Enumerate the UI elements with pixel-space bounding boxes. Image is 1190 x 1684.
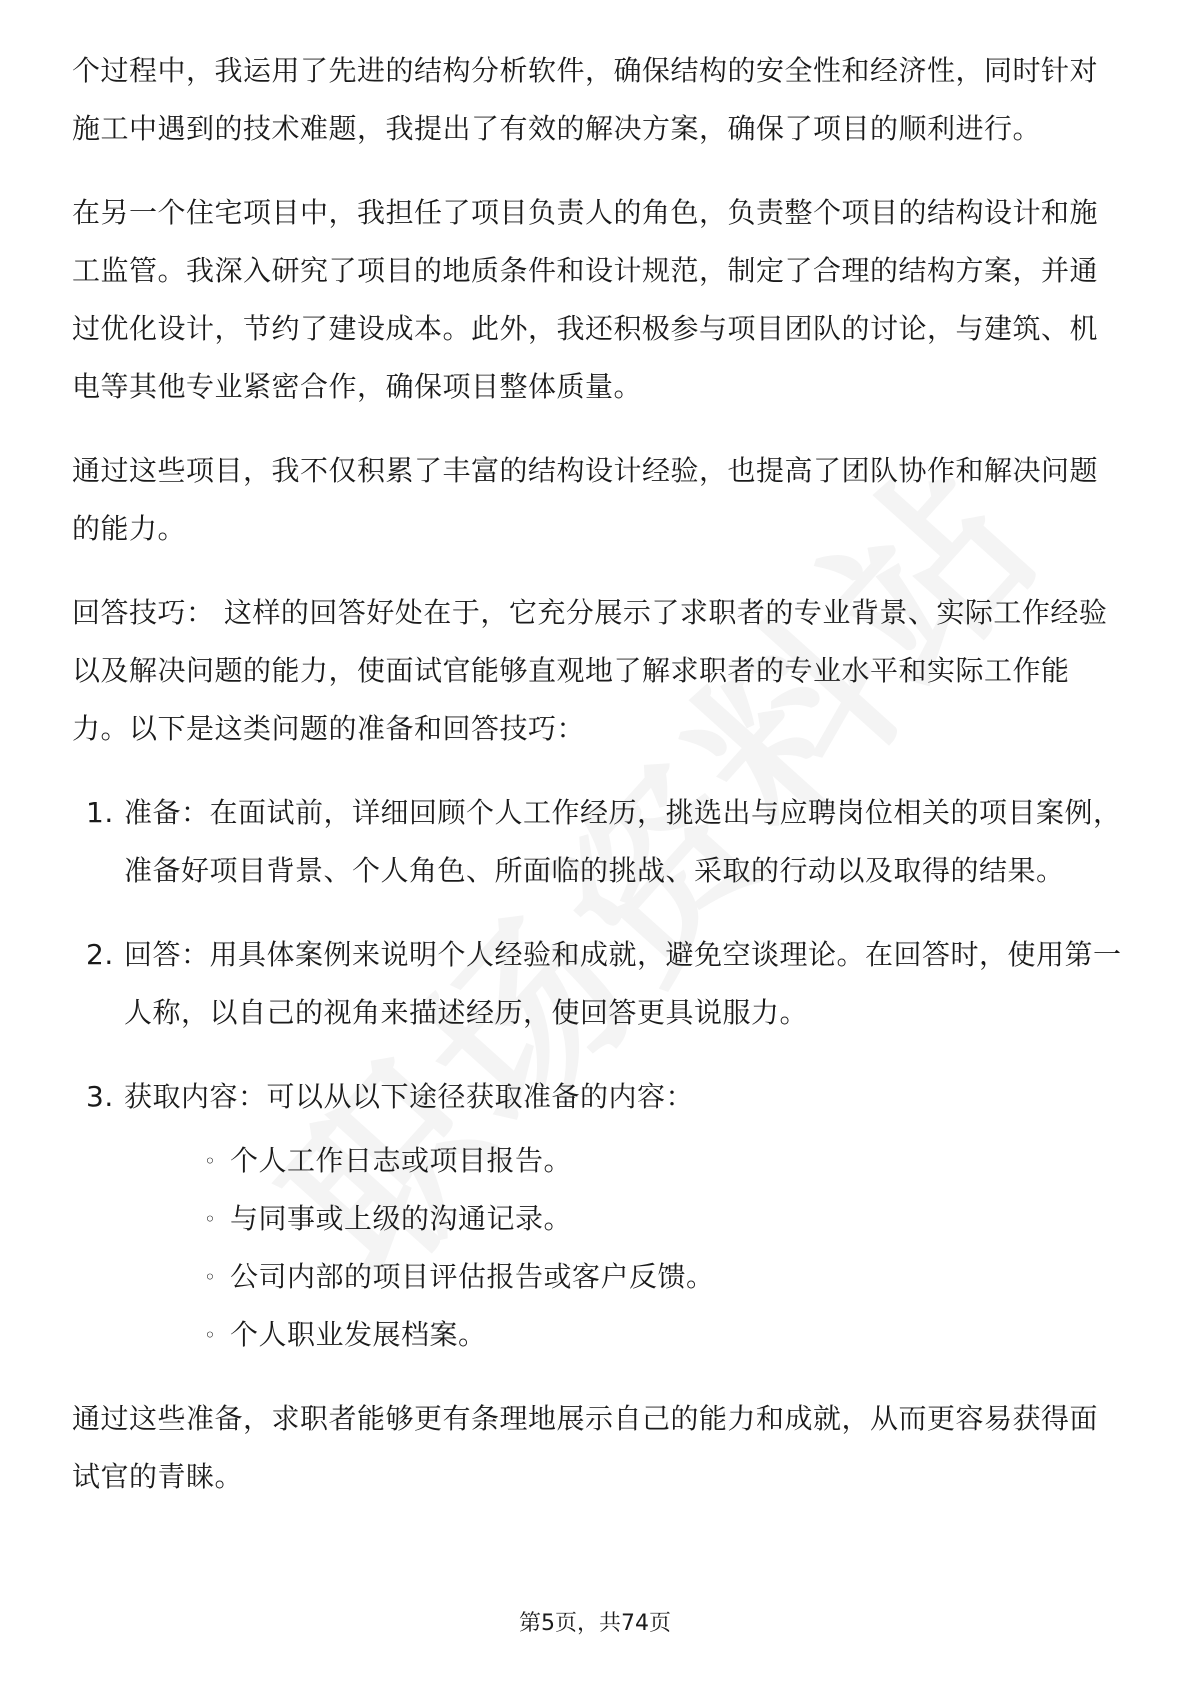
paragraph-experience-summary: 通过这些项目，我不仅积累了丰富的结构设计经验，也提高了团队协作和解决问题的能力。 <box>72 454 1099 545</box>
bullet-item-text: 个人职业发展档案。 <box>230 1318 487 1351</box>
list-item-get-content <box>72 1068 1124 1364</box>
list-item-text: 准备：在面试前，详细回顾个人工作经历，挑选出与应聘岗位相关的项目案例，准备好项目背景、个人角色、所面临的挑战、采取的行动以及取得的结果。 <box>124 796 1122 887</box>
bullet-item-text: 公司内部的项目评估报告或客户反馈。 <box>230 1260 715 1293</box>
bullet-item-text: 与同事或上级的沟通记录。 <box>230 1202 573 1235</box>
page-content <box>72 42 1124 1532</box>
list-item-text: 获取内容：可以从以下途径获取准备的内容： <box>124 1080 695 1113</box>
bullet-circle-icon: ◦ <box>204 1323 217 1347</box>
bullet-list <box>124 1132 1124 1364</box>
bullet-circle-icon: ◦ <box>204 1149 217 1173</box>
bullet-item <box>124 1190 1124 1248</box>
page-number-footer: 第5页，共74页 <box>519 1611 671 1636</box>
list-item-text: 回答：用具体案例来说明个人经验和成就，避免空谈理论。在回答时，使用第一人称，以自己的视角来描述经历，使回答更具说服力。 <box>124 938 1122 1029</box>
paragraph-process: 个过程中，我运用了先进的结构分析软件，确保结构的安全性和经济性，同时针对施工中遇到的技术难题，我提出了有效的解决方案，确保了项目的顺利进行。 <box>72 54 1099 145</box>
bullet-item <box>124 1248 1124 1306</box>
list-item-prepare <box>72 784 1124 900</box>
list-number: 3. <box>86 1080 114 1113</box>
list-number: 2. <box>86 938 114 971</box>
paragraph-residential-project: 在另一个住宅项目中，我担任了项目负责人的角色，负责整个项目的结构设计和施工监管。我深入研究了项目的地质条件和设计规范，制定了合理的结构方案，并通过优化设计，节约了建设成本。此外，我还积极参与项目团队的讨论，与建筑、机电等其他专业紧密合作，确保项目整体质量。 <box>72 196 1099 403</box>
bullet-item-text: 个人工作日志或项目报告。 <box>230 1144 573 1177</box>
bullet-circle-icon: ◦ <box>204 1265 217 1289</box>
list-item-answer <box>72 926 1124 1042</box>
numbered-list <box>72 784 1124 1364</box>
bullet-item <box>124 1306 1124 1364</box>
bullet-circle-icon: ◦ <box>204 1207 217 1231</box>
list-number: 1. <box>86 796 114 829</box>
paragraph-answer-tips: 回答技巧： 这样的回答好处在于，它充分展示了求职者的专业背景、实际工作经验以及解决问题的能力，使面试官能够直观地了解求职者的专业水平和实际工作能力。以下是这类问题的准备和回答技巧： <box>72 596 1108 745</box>
bullet-item <box>124 1132 1124 1190</box>
paragraph-closing: 通过这些准备，求职者能够更有条理地展示自己的能力和成就，从而更容易获得面试官的青睐。 <box>72 1402 1099 1493</box>
